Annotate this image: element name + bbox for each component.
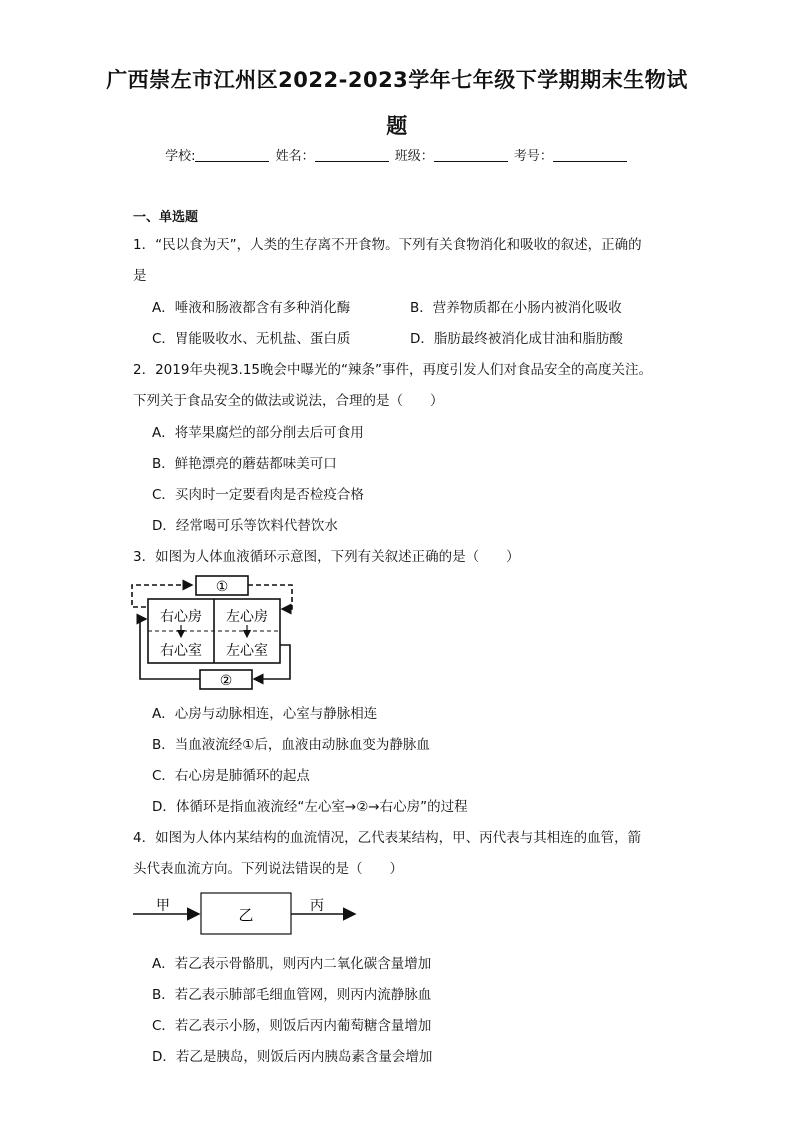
question-2-option-d[interactable]: D．经常喝可乐等饮料代替饮水 [152, 518, 338, 534]
left-atrium-label: 左心房 [226, 609, 268, 625]
name-label: 姓名： [275, 149, 315, 164]
right-atrium-label: 右心房 [160, 609, 202, 625]
section-heading: 一、单选题 [133, 210, 199, 225]
class-label: 班级： [394, 149, 434, 164]
school-label: 学校: [165, 149, 196, 164]
page-title-continued: 题 [386, 114, 408, 138]
number-label: 考号： [513, 149, 553, 164]
page-title: 广西崇左市江州区2022-2023学年七年级下学期期末生物试 [106, 68, 688, 92]
school-blank[interactable] [195, 148, 269, 162]
question-1-stem: 1．“民以食为天”，人类的生存离不开食物。下列有关食物消化和吸收的叙述，正确的 [133, 237, 642, 253]
question-4-stem: 4．如图为人体内某结构的血流情况，乙代表某结构，甲、丙代表与其相连的血管，箭 [133, 830, 642, 846]
question-1-option-c[interactable]: C．胃能吸收水、无机盐、蛋白质 [152, 331, 351, 347]
question-4-option-c[interactable]: C．若乙表示小肠，则饭后丙内葡萄糖含量增加 [152, 1018, 432, 1034]
question-1-option-a[interactable]: A．唾液和肠液都含有多种消化酶 [152, 300, 351, 316]
blood-flow-diagram [133, 890, 363, 940]
question-3-option-c[interactable]: C．右心房是肺循环的起点 [152, 768, 310, 784]
question-2-stem: 2．2019年央视3.15晚会中曝光的“辣条”事件，再度引发人们对食品安全的高度关注。 [133, 362, 652, 378]
number-blank[interactable] [553, 148, 627, 162]
question-1-stem-cont: 是 [133, 268, 147, 284]
question-3-option-b[interactable]: B．当血液流经①后，血液由动脉血变为静脉血 [152, 737, 430, 753]
question-3-option-a[interactable]: A．心房与动脉相连，心室与静脉相连 [152, 706, 378, 722]
class-blank[interactable] [434, 148, 508, 162]
question-2-option-c[interactable]: C．买肉时一定要看肉是否检疫合格 [152, 487, 364, 503]
question-4-option-b[interactable]: B．若乙表示肺部毛细血管网，则丙内流静脉血 [152, 987, 432, 1003]
question-4-stem-cont: 头代表血流方向。下列说法错误的是（ ） [133, 861, 403, 877]
question-4-option-a[interactable]: A．若乙表示骨骼肌，则丙内二氧化碳含量增加 [152, 956, 432, 972]
question-2-stem-cont: 下列关于食品安全的做法或说法，合理的是（ ） [133, 393, 444, 409]
question-3-stem: 3．如图为人体血液循环示意图，下列有关叙述正确的是（ ） [133, 549, 520, 565]
box-1-label: ① [215, 579, 229, 595]
right-ventricle-label: 右心室 [160, 643, 202, 659]
name-blank[interactable] [315, 148, 389, 162]
question-3-option-d[interactable]: D．体循环是指血液流经“左心室→②→右心房”的过程 [152, 799, 468, 815]
left-ventricle-label: 左心室 [226, 643, 268, 659]
box-2-label: ② [219, 673, 233, 689]
question-4-option-d[interactable]: D．若乙是胰岛，则饭后丙内胰岛素含量会增加 [152, 1049, 433, 1065]
blood-circulation-diagram [128, 573, 298, 693]
question-2-option-b[interactable]: B．鲜艳漂亮的蘑菇都味美可口 [152, 456, 337, 472]
vessel-bing-label: 丙 [310, 898, 324, 914]
question-1-option-b[interactable]: B．营养物质都在小肠内被消化吸收 [410, 300, 622, 316]
structure-yi-label: 乙 [238, 906, 254, 924]
question-2-option-a[interactable]: A．将苹果腐烂的部分削去后可食用 [152, 425, 364, 441]
question-1-option-d[interactable]: D．脂肪最终被消化成甘油和脂肪酸 [410, 331, 623, 347]
vessel-jia-label: 甲 [156, 898, 170, 914]
student-info-row [0, 145, 794, 164]
